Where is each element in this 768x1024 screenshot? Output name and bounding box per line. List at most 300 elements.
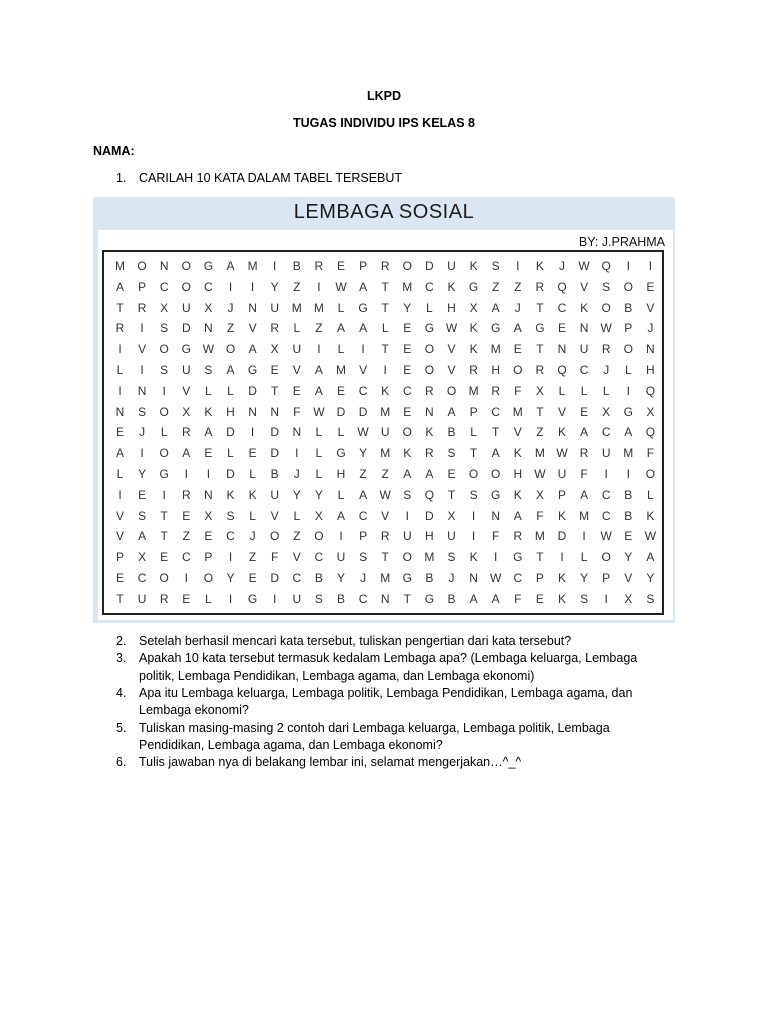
grid-cell: B <box>292 259 301 273</box>
grid-cell: U <box>402 529 412 544</box>
grid-cell: O <box>513 363 523 377</box>
question-text: Tulis jawaban nya di belakang lembar ini, selamat mengerjakan…^_^ <box>139 755 522 770</box>
grid-cell: V <box>359 363 368 377</box>
grid-cell: D <box>270 446 280 461</box>
grid-cell: T <box>116 300 124 315</box>
question-text: Pendidikan, Lembaga agama, dan Lembaga ekonomi? <box>139 737 443 752</box>
grid-cell: U <box>447 259 456 273</box>
grid-cell: Z <box>248 550 257 565</box>
grid-cell: V <box>138 342 147 357</box>
grid-cell: P <box>557 487 566 502</box>
grid-cell: B <box>425 571 434 585</box>
grid-cell: M <box>402 279 413 294</box>
grid-cell: C <box>204 279 213 294</box>
grid-cell: Q <box>424 487 435 502</box>
grid-cell: O <box>402 259 412 273</box>
grid-cell: S <box>138 404 147 419</box>
grid-cell: E <box>447 467 456 481</box>
grid-cell: K <box>557 425 566 440</box>
grid-cell: A <box>491 300 500 315</box>
grid-cell: M <box>115 259 125 273</box>
grid-cell: U <box>557 467 567 481</box>
grid-cell: V <box>447 363 456 377</box>
grid-cell: W <box>600 529 612 544</box>
grid-cell: I <box>228 591 233 606</box>
grid-cell: A <box>491 446 500 461</box>
grid-cell: K <box>646 508 655 523</box>
grid-cell: Z <box>182 529 190 544</box>
grid-cell: S <box>138 508 147 523</box>
grid-cell: H <box>336 467 346 481</box>
grid-cell: M <box>380 404 391 419</box>
grid-cell: T <box>536 404 544 419</box>
grid-cell: L <box>580 550 588 565</box>
grid-cell: D <box>248 383 257 398</box>
grid-cell: R <box>314 259 324 273</box>
letter-grid <box>102 250 664 615</box>
grid-cell: U <box>270 487 280 502</box>
grid-cell: R <box>491 383 501 398</box>
grid-cell: L <box>337 487 345 502</box>
grid-cell: U <box>137 591 147 606</box>
grid-cell: W <box>534 467 546 481</box>
grid-cell: V <box>557 404 566 419</box>
grid-cell: B <box>270 467 279 481</box>
grid-cell: R <box>380 259 390 273</box>
grid-cell: V <box>182 383 191 398</box>
grid-cell: L <box>337 300 345 315</box>
grid-cell: O <box>424 342 435 357</box>
grid-row <box>110 318 660 338</box>
grid-cell: P <box>138 279 147 294</box>
grid-cell: R <box>469 363 478 377</box>
grid-cell: E <box>403 321 412 336</box>
grid-cell: A <box>580 487 589 502</box>
question-text: Tuliskan masing-masing 2 contoh dari Lembaga keluarga, Lembaga politik, Lembaga <box>139 720 610 735</box>
question-text: politik, Lembaga Pendidikan, Lembaga agama, dan Lembaga ekonomi) <box>139 668 535 683</box>
grid-cell: N <box>204 321 213 336</box>
grid-cell: G <box>424 591 435 606</box>
grid-cell: H <box>425 529 434 544</box>
grid-cell: H <box>513 467 523 481</box>
grid-cell: W <box>445 321 458 336</box>
grid-cell: K <box>248 487 257 502</box>
grid-cell: A <box>336 508 345 523</box>
grid-cell: B <box>624 508 633 523</box>
grid-cell: V <box>115 508 124 523</box>
grid-cell: T <box>160 529 168 544</box>
grid-cell: J <box>603 363 610 377</box>
grid-cell: X <box>646 404 655 419</box>
grid-cell: C <box>159 279 169 294</box>
grid-cell: C <box>314 550 324 565</box>
grid-cell: W <box>379 487 391 502</box>
grid-cell: F <box>536 508 544 523</box>
grid-cell: U <box>181 363 191 377</box>
grid-cell: I <box>228 279 233 294</box>
grid-cell: C <box>491 404 501 419</box>
grid-cell: T <box>160 508 168 523</box>
question-text: Lembaga ekonomi? <box>139 703 249 718</box>
grid-cell: L <box>116 467 124 481</box>
grid-cell: G <box>424 321 435 336</box>
grid-cell: T <box>381 279 389 294</box>
grid-cell: L <box>315 467 323 481</box>
grid-cell: X <box>270 342 279 357</box>
grid-cell: M <box>336 363 346 377</box>
grid-cell: E <box>336 383 345 398</box>
grid-cell: K <box>557 508 566 523</box>
grid-cell: X <box>314 508 323 523</box>
grid-cell: T <box>536 550 544 565</box>
grid-cell: S <box>447 550 456 565</box>
grid-cell: L <box>624 363 632 377</box>
grid-cell: E <box>160 550 169 565</box>
grid-cell: R <box>535 279 545 294</box>
grid-cell: Q <box>645 425 656 440</box>
grid-cell: E <box>403 342 412 357</box>
grid-cell: T <box>447 487 456 502</box>
grid-cell: L <box>227 383 234 398</box>
grid-cell: O <box>623 279 633 294</box>
grid-cell: M <box>380 446 391 461</box>
grid-cell: Y <box>403 300 412 315</box>
grid-cell: D <box>425 259 434 273</box>
grid-cell: L <box>558 383 566 398</box>
grid-cell: N <box>248 404 257 419</box>
grid-cell: C <box>579 363 589 377</box>
grid-cell: Y <box>646 571 655 585</box>
grid-cell: K <box>469 342 478 357</box>
grid-cell: K <box>513 487 522 502</box>
grid-cell: T <box>381 300 389 315</box>
grid-cell: P <box>602 571 611 585</box>
grid-cell: W <box>600 321 612 336</box>
grid-cell: A <box>336 321 345 336</box>
grid-cell: I <box>184 467 188 481</box>
grid-cell: E <box>248 446 257 461</box>
grid-cell: O <box>137 259 147 273</box>
grid-cell: M <box>512 404 523 419</box>
grid-cell: A <box>624 425 633 440</box>
grid-cell: Y <box>314 487 323 502</box>
grid-cell: X <box>160 300 169 315</box>
grid-cell: U <box>380 425 390 440</box>
grid-cell: N <box>425 404 434 419</box>
grid-cell: P <box>469 404 478 419</box>
grid-cell: R <box>270 321 280 336</box>
grid-cell: O <box>181 259 191 273</box>
grid-cell: A <box>447 404 456 419</box>
grid-cell: P <box>115 550 124 565</box>
grid-row <box>110 256 660 276</box>
grid-cell: E <box>646 279 655 294</box>
grid-cell: E <box>336 259 345 273</box>
grid-cell: D <box>557 529 567 544</box>
puzzle-title: LEMBAGA SOSIAL <box>293 201 475 223</box>
grid-cell: C <box>292 571 302 585</box>
grid-cell: D <box>358 404 368 419</box>
grid-cell: I <box>361 342 365 357</box>
grid-cell: A <box>182 446 191 461</box>
grid-cell: S <box>160 321 169 336</box>
grid-cell: U <box>181 300 191 315</box>
grid-cell: X <box>535 487 544 502</box>
grid-cell: L <box>205 383 212 398</box>
grid-cell: I <box>626 259 630 273</box>
grid-cell: A <box>226 259 235 273</box>
grid-cell: C <box>557 300 567 315</box>
grid-cell: G <box>513 550 523 565</box>
grid-cell: I <box>140 446 144 461</box>
grid-cell: T <box>492 425 500 440</box>
grid-cell: I <box>162 383 166 398</box>
grid-cell: E <box>182 508 191 523</box>
task-1-number: 1. <box>116 171 127 185</box>
grid-cell: R <box>425 446 434 461</box>
grid-cell: L <box>647 487 654 502</box>
grid-cell: P <box>624 321 633 336</box>
grid-cell: T <box>403 591 411 606</box>
grid-cell: O <box>468 467 479 481</box>
grid-cell: O <box>270 529 280 544</box>
grid-cell: I <box>228 550 233 565</box>
grid-cell: N <box>159 259 169 273</box>
grid-cell: L <box>602 383 610 398</box>
grid-cell: A <box>115 446 124 461</box>
grid-cell: R <box>579 446 589 461</box>
grid-cell: N <box>579 321 589 336</box>
grid-cell: C <box>226 529 235 544</box>
grid-cell: C <box>601 425 611 440</box>
grid-cell: N <box>115 404 125 419</box>
grid-cell: S <box>314 591 323 606</box>
grid-cell: X <box>204 508 213 523</box>
grid-cell: I <box>206 467 211 481</box>
grid-cell: J <box>360 571 367 585</box>
grid-cell: J <box>514 300 521 315</box>
puzzle-panel <box>98 230 673 620</box>
grid-cell: H <box>447 300 456 315</box>
grid-cell: I <box>383 363 387 377</box>
grid-cell: W <box>335 279 347 294</box>
question-number: 4. <box>116 685 127 700</box>
grid-cell: O <box>402 425 412 440</box>
grid-cell: W <box>578 259 590 273</box>
grid-cell: O <box>446 383 457 398</box>
grid-cell: N <box>469 571 478 585</box>
grid-cell: D <box>270 425 280 440</box>
grid-cell: I <box>582 529 586 544</box>
grid-cell: Y <box>292 487 301 502</box>
grid-cell: M <box>380 571 391 585</box>
grid-cell: L <box>116 363 124 377</box>
grid-cell: L <box>315 446 323 461</box>
grid-cell: J <box>293 467 300 481</box>
grid-cell: S <box>359 550 368 565</box>
grid-row <box>110 277 660 297</box>
grid-cell: N <box>557 342 567 357</box>
grid-cell: X <box>602 404 611 419</box>
grid-cell: D <box>270 571 280 585</box>
grid-cell: L <box>337 342 345 357</box>
grid-cell: I <box>339 529 343 544</box>
grid-cell: Y <box>270 279 279 294</box>
grid-cell: P <box>535 571 544 585</box>
grid-cell: J <box>448 571 455 585</box>
grid-cell: E <box>624 529 633 544</box>
grid-cell: I <box>560 550 564 565</box>
grid-cell: V <box>513 425 522 440</box>
grid-cell: M <box>247 259 258 273</box>
grid-cell: B <box>314 571 323 585</box>
grid-cell: I <box>604 591 608 606</box>
grid-cell: B <box>624 300 633 315</box>
grid-cell: Z <box>293 529 301 544</box>
grid-cell: I <box>494 550 498 565</box>
grid-cell: G <box>159 467 169 481</box>
grid-cell: E <box>204 529 213 544</box>
grid-cell: I <box>140 321 144 336</box>
grid-cell: T <box>469 446 478 461</box>
grid-cell: X <box>182 404 191 419</box>
grid-cell: P <box>204 550 213 565</box>
grid-cell: E <box>513 342 522 357</box>
grid-cell: C <box>358 508 368 523</box>
grid-cell: J <box>139 425 146 440</box>
grid-cell: K <box>226 487 235 502</box>
grid-cell: I <box>273 591 277 606</box>
grid-cell: T <box>536 342 544 357</box>
grid-cell: E <box>248 571 257 585</box>
grid-cell: C <box>358 591 368 606</box>
grid-cell: K <box>469 259 478 273</box>
grid-cell: D <box>425 508 434 523</box>
grid-cell: E <box>557 321 566 336</box>
grid-cell: M <box>468 383 479 398</box>
grid-cell: N <box>646 342 655 357</box>
grid-cell: O <box>424 363 435 377</box>
grid-cell: V <box>381 508 390 523</box>
grid-cell: E <box>182 591 191 606</box>
grid-cell: V <box>115 529 124 544</box>
grid-cell: W <box>556 446 568 461</box>
grid-cell: O <box>314 529 324 544</box>
grid-cell: R <box>115 321 125 336</box>
grid-cell: I <box>162 487 166 502</box>
question-text: Apa itu Lembaga keluarga, Lembaga politik, Lembaga Pendidikan, Lembaga agama, dan <box>139 685 633 700</box>
grid-cell: Y <box>624 550 633 565</box>
grid-cell: M <box>291 300 302 315</box>
grid-row <box>110 526 660 546</box>
grid-cell: I <box>118 383 122 398</box>
grid-cell: L <box>205 591 212 606</box>
grid-cell: O <box>159 571 169 585</box>
grid-cell: L <box>470 425 477 440</box>
grid-cell: F <box>580 467 588 481</box>
grid-cell: P <box>359 529 368 544</box>
grid-cell: A <box>314 383 323 398</box>
name-label: NAMA: <box>93 144 135 158</box>
grid-cell: N <box>270 404 280 419</box>
grid-cell: Z <box>381 467 389 481</box>
grid-cell: I <box>184 571 188 585</box>
grid-cell: C <box>425 279 434 294</box>
grid-cell: S <box>646 591 655 606</box>
grid-row <box>110 381 660 401</box>
grid-cell: L <box>249 467 256 481</box>
grid-cell: R <box>380 529 390 544</box>
grid-cell: S <box>204 363 213 377</box>
grid-cell: H <box>491 363 501 377</box>
grid-cell: O <box>159 342 169 357</box>
grid-cell: E <box>270 363 279 377</box>
grid-cell: A <box>469 591 478 606</box>
grid-row <box>110 464 660 484</box>
grid-cell: R <box>535 363 545 377</box>
question-text: Apakah 10 kata tersebut termasuk kedalam Lembaga apa? (Lembaga keluarga, Lembaga <box>139 651 638 666</box>
grid-cell: E <box>403 363 412 377</box>
grid-cell: A <box>359 279 368 294</box>
grid-cell: D <box>181 321 191 336</box>
grid-cell: L <box>381 321 389 336</box>
grid-cell: Y <box>580 571 589 585</box>
grid-cell: T <box>381 550 389 565</box>
grid-cell: U <box>270 300 280 315</box>
grid-cell: L <box>249 508 256 523</box>
grid-cell: H <box>646 363 655 377</box>
grid-cell: O <box>159 446 169 461</box>
grid-cell: I <box>648 259 653 273</box>
grid-cell: A <box>513 321 522 336</box>
grid-cell: Q <box>557 363 567 377</box>
grid-cell: T <box>536 300 544 315</box>
grid-cell: K <box>403 446 412 461</box>
grid-cell: M <box>579 508 590 523</box>
grid-cell: U <box>336 550 346 565</box>
grid-cell: O <box>601 550 611 565</box>
grid-cell: G <box>468 279 479 294</box>
grid-row <box>110 485 660 505</box>
grid-cell: G <box>623 404 633 419</box>
grid-cell: I <box>626 467 630 481</box>
grid-cell: C <box>601 508 611 523</box>
grid-cell: Y <box>336 571 345 585</box>
grid-cell: G <box>358 300 368 315</box>
grid-cell: D <box>226 467 235 481</box>
grid-cell: V <box>646 300 655 315</box>
grid-cell: F <box>271 550 279 565</box>
grid-cell: M <box>313 300 324 315</box>
question-number: 6. <box>116 755 127 770</box>
grid-cell: I <box>471 529 476 544</box>
grid-cell: X <box>447 508 456 523</box>
grid-cell: K <box>469 550 478 565</box>
grid-cell: L <box>293 508 301 523</box>
grid-cell: E <box>535 591 544 606</box>
grid-row <box>110 589 660 609</box>
grid-cell: A <box>491 591 500 606</box>
grid-cell: Z <box>293 279 301 294</box>
grid-cell: Z <box>492 279 500 294</box>
grid-cell: E <box>115 571 124 585</box>
grid-cell: D <box>226 425 235 440</box>
grid-cell: M <box>534 446 545 461</box>
grid-cell: L <box>160 425 168 440</box>
grid-cell: H <box>226 404 235 419</box>
grid-cell: V <box>248 321 257 336</box>
grid-cell: S <box>602 279 611 294</box>
